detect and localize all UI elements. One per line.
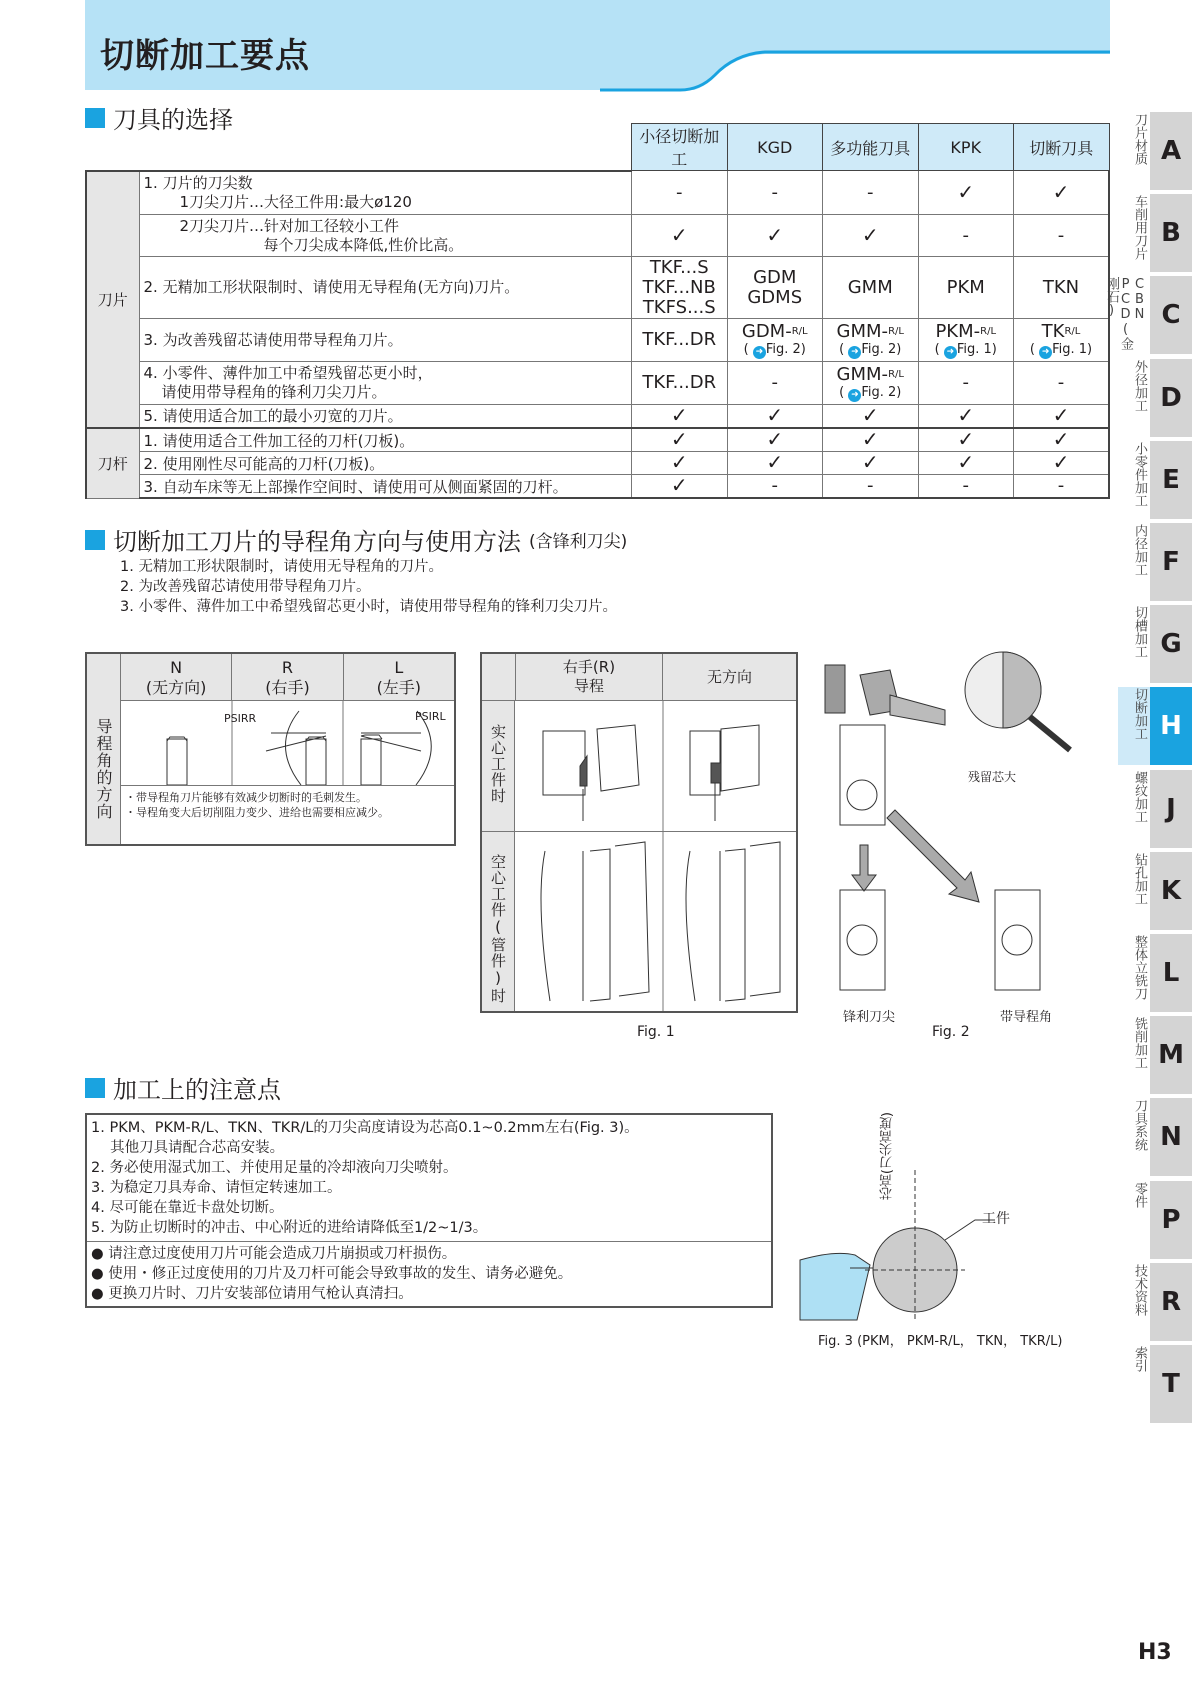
table-cell	[918, 171, 1014, 215]
check-icon: ✓	[766, 222, 784, 247]
section-tab-label[interactable]: 螺纹加工	[1132, 770, 1147, 823]
table-row	[86, 257, 1109, 319]
fig2-core-label: 残留芯大	[968, 770, 1017, 784]
table-cell	[727, 171, 823, 215]
check-icon: ✓	[957, 179, 975, 204]
cell-value: -	[962, 475, 969, 496]
warning-item: ● 更换刀片时、刀片安装部位请用气枪认真清扫。	[91, 1286, 413, 1302]
list-item: 1. 无精加工形状限制时，请使用无导程角的刀片。	[120, 559, 443, 575]
section-title: 切断加工刀片的导程角方向与使用方法	[113, 528, 521, 556]
row-text: 2. 无精加工形状限制时、请使用无导程角(无方向)刀片。	[143, 278, 520, 296]
arrow-right-icon: ➜	[848, 346, 861, 359]
table-cell	[632, 257, 728, 319]
cell-value: -	[962, 372, 969, 393]
table-cell	[1014, 405, 1110, 429]
lead-col-r: R (右手)	[232, 654, 343, 700]
row-description	[139, 257, 632, 319]
row-description: 2. 使用刚性尽可能高的刀杆(刀板)。	[139, 452, 632, 475]
check-icon: ✓	[670, 222, 688, 247]
table-cell	[823, 319, 919, 362]
section-title: 刀具的选择	[113, 106, 233, 134]
section-tab-label[interactable]: 整体立铣刀	[1132, 935, 1147, 1000]
fig2-lead-label: 带导程角	[1000, 1010, 1053, 1025]
check-icon: ✓	[1052, 427, 1070, 451]
cell-value: GDM-	[741, 320, 792, 342]
table-cell	[823, 215, 919, 257]
hand-suffix: R/L	[888, 368, 904, 380]
check-icon: ✓	[1052, 450, 1070, 474]
psirl-label: PSIRL	[415, 710, 446, 723]
lead-notes: ・带导程角刀片能够有效减少切断时的毛刺发生。 ・导程角变大后切削阻力变少、进给也需要相应减少。	[121, 785, 454, 844]
check-icon: ✓	[766, 403, 784, 427]
lead-angle-direction-table	[85, 652, 456, 846]
figure-reference: ( ➜ Fig. 2)	[839, 384, 902, 400]
section-tab-j[interactable]: J	[1150, 770, 1192, 848]
section-tab-label[interactable]: 技术资料	[1132, 1263, 1147, 1316]
table-cell	[1014, 215, 1110, 257]
fig1-row-hollow: 空心工件(管件)时	[489, 854, 507, 1004]
arrow-right-icon: ➜	[848, 389, 861, 402]
table-cell	[1014, 257, 1110, 319]
figure-reference-text: Fig. 1	[956, 341, 992, 357]
insert-r-drawing	[266, 711, 326, 785]
table-cell	[727, 215, 823, 257]
figure-reference-text: Fig. 1	[1052, 341, 1088, 357]
table-cell	[632, 428, 728, 452]
section-title: 加工上的注意点	[113, 1076, 281, 1104]
check-icon: ✓	[861, 222, 879, 247]
list-item: 3. 小零件、薄件加工中希望残留芯更小时，请使用带导程角的锋利刀尖刀片。	[120, 599, 617, 615]
table-cell	[632, 405, 728, 429]
table-cell	[727, 405, 823, 429]
caution-item: 3. 为稳定刀具寿命、请恒定转速加工。	[91, 1180, 342, 1196]
table-row	[86, 452, 1109, 475]
section-tab-c[interactable]: C	[1150, 276, 1192, 354]
table-row	[86, 319, 1109, 362]
cell-value: -	[771, 181, 778, 203]
table-cell	[727, 319, 823, 362]
section-heading-lead-angle	[85, 522, 627, 557]
cell-value: TKF...S TKF...NB TKFS...S	[642, 256, 716, 318]
cautions-box	[85, 1113, 773, 1308]
cell-value: -	[1057, 372, 1065, 393]
list-item: 2. 为改善残留芯请使用带导程角刀片。	[120, 579, 371, 595]
table-cell	[823, 362, 919, 405]
section-tab-label[interactable]: 切槽加工	[1132, 606, 1147, 659]
table-cell	[632, 475, 728, 499]
cell-value: GMM	[847, 276, 893, 298]
arrow-right-icon: ➜	[1039, 346, 1052, 359]
table-cell	[823, 475, 919, 499]
side-label: 导程角的方向	[87, 654, 121, 844]
table-cell	[918, 319, 1014, 362]
table-cell	[1014, 319, 1110, 362]
fig3-workpiece-label: 工件	[982, 1211, 1010, 1227]
section-tab-label[interactable]: 车削用刀片	[1132, 195, 1147, 261]
check-icon: ✓	[766, 427, 784, 451]
row-description	[139, 215, 632, 257]
table-cell	[1014, 475, 1110, 499]
row-text: 1. 刀片的刀尖数	[143, 173, 253, 192]
section-tab-label[interactable]: 内径加工	[1132, 524, 1147, 576]
figure-reference-text: Fig. 2	[861, 384, 897, 400]
check-icon: ✓	[670, 403, 688, 427]
section-tab-label[interactable]: 索引	[1132, 1346, 1147, 1372]
hand-suffix: R/L	[888, 325, 904, 337]
cell-value: GDM GDMS	[747, 266, 803, 308]
section-tab-t[interactable]: T	[1150, 1345, 1192, 1423]
column-header: KGD	[727, 124, 823, 171]
cell-value: GMM-	[836, 363, 889, 385]
caution-item: 其他刀具请配合芯高安装。	[91, 1140, 285, 1156]
section-tab-e[interactable]: E	[1150, 441, 1192, 519]
table-cell	[632, 215, 728, 257]
table-row	[86, 428, 1109, 452]
psirr-label: PSIRR	[224, 712, 257, 725]
figure-reference-text: Fig. 2	[765, 341, 801, 357]
table-cell	[632, 452, 728, 475]
table-cell	[823, 452, 919, 475]
row-description: 3. 自动车床等无上部操作空间时、请使用可从侧面紧固的刀杆。	[139, 475, 632, 499]
caution-item: 2. 务必使用湿式加工、并使用足量的冷却液向刀尖喷射。	[91, 1160, 458, 1176]
row-subtext: 请使用带导程角的锋利刀尖刀片。	[161, 383, 387, 401]
column-header: 切断刀具	[1014, 124, 1110, 171]
section-tab-a[interactable]: A	[1150, 112, 1192, 190]
table-cell	[1014, 171, 1110, 215]
page-title: 切断加工要点	[100, 36, 310, 76]
cell-value: -	[1057, 224, 1065, 246]
check-icon: ✓	[861, 427, 879, 451]
section-tab-k[interactable]: K	[1150, 852, 1192, 930]
column-header: KPK	[918, 124, 1014, 171]
cell-value: TKN	[1042, 276, 1080, 298]
tool-selection-table	[85, 123, 1110, 499]
section-tab-m[interactable]: M	[1150, 1016, 1192, 1094]
table-cell	[727, 257, 823, 319]
cell-value: PKM-	[935, 320, 981, 342]
check-icon: ✓	[766, 450, 784, 474]
section-tab-l[interactable]: L	[1150, 934, 1192, 1012]
check-icon: ✓	[1052, 179, 1070, 204]
check-icon: ✓	[1052, 403, 1070, 427]
table-cell	[918, 405, 1014, 429]
page-number: H3	[1138, 1640, 1172, 1665]
section-tab-label[interactable]: 刀具系统	[1132, 1099, 1147, 1152]
table-cell	[727, 428, 823, 452]
table-cell	[918, 452, 1014, 475]
section-tab-r[interactable]: R	[1150, 1263, 1192, 1341]
section-tab-f[interactable]: F	[1150, 523, 1192, 601]
table-cell	[823, 428, 919, 452]
table-cell	[918, 215, 1014, 257]
cell-value: -	[771, 475, 778, 496]
cell-value: -	[867, 475, 874, 496]
lead-angle-list	[120, 557, 617, 617]
section-tab-label[interactable]: 铣削加工	[1132, 1017, 1147, 1070]
row-text: 4. 小零件、薄件加工中希望残留芯更小时，	[143, 364, 433, 382]
fig2-caption: Fig. 2	[932, 1024, 970, 1040]
section-tab-label[interactable]: 外径加工	[1132, 359, 1147, 412]
row-description	[139, 319, 632, 362]
section-tab-d[interactable]: D	[1150, 359, 1192, 437]
section-tab-label[interactable]: 切断加工	[1132, 688, 1147, 741]
check-icon: ✓	[670, 450, 688, 474]
section-tab-p[interactable]: P	[1150, 1181, 1192, 1259]
column-header: 小径切断加工	[632, 124, 728, 171]
caution-item: 5. 为防止切断时的冲击、中心附近的进给请降低至1/2~1/3。	[91, 1220, 488, 1236]
arrow-right-icon: ➜	[944, 346, 957, 359]
cell-value: TKF...DR	[642, 329, 717, 350]
table-cell	[918, 257, 1014, 319]
check-icon: ✓	[670, 427, 688, 451]
table-cell	[918, 428, 1014, 452]
table-cell	[823, 257, 919, 319]
table-row	[86, 475, 1109, 499]
table-cell	[632, 171, 728, 215]
warning-item: ● 请注意过度使用刀片可能会造成刀片崩损或刀杆损伤。	[91, 1246, 457, 1262]
cell-value: TKF...DR	[642, 372, 717, 393]
cell-value: -	[771, 372, 778, 393]
table-row	[86, 171, 1109, 215]
cell-value: TK	[1041, 320, 1065, 342]
figure-reference-text: Fig. 2	[861, 341, 897, 357]
table-cell	[1014, 362, 1110, 405]
figure-reference: ( ➜ Fig. 1)	[934, 341, 997, 357]
table-cell	[823, 405, 919, 429]
section-tab-label[interactable]: 钻孔加工	[1132, 852, 1147, 905]
caution-item: 1. PKM、PKM-R/L、TKN、TKR/L的刀尖高度请设为芯高0.1~0.2mm左右(Fig. 3)。	[91, 1120, 639, 1136]
section-title-suffix: (含锋利刀尖)	[529, 532, 628, 552]
fig1-row-solid: 实心工件时	[489, 724, 507, 804]
check-icon: ✓	[957, 403, 975, 427]
section-tab-label[interactable]: CBN PCD(金刚石)	[1104, 277, 1147, 351]
hand-suffix: R/L	[1064, 325, 1081, 337]
cell-value: -	[962, 224, 969, 246]
caution-item: 4. 尽可能在靠近卡盘处切断。	[91, 1200, 284, 1216]
hand-suffix: R/L	[791, 325, 808, 337]
cell-value: PKM	[946, 276, 985, 298]
cell-value: -	[867, 181, 874, 203]
fig2-drawing	[820, 650, 1090, 1000]
row-text: 2刀尖刀片…针对加工径较小工件	[179, 216, 400, 235]
cell-value: GMM-	[836, 320, 889, 342]
check-icon: ✓	[957, 427, 975, 451]
row-description	[139, 362, 632, 405]
table-cell	[1014, 452, 1110, 475]
warning-item: ● 使用・修正过度使用的刀片及刀杆可能会导致事故的发生、请务必避免。	[91, 1266, 573, 1282]
table-row	[86, 405, 1109, 429]
section-tab-label[interactable]: 零件	[1132, 1181, 1147, 1208]
table-cell	[632, 362, 728, 405]
row-text: 5. 请使用适合加工的最小刃宽的刀片。	[143, 406, 403, 425]
insert-drawings	[121, 701, 454, 785]
row-description	[139, 171, 632, 215]
fig1-usage-table	[480, 652, 798, 1013]
row-text: 3. 为改善残留芯请使用带导程角刀片。	[143, 330, 403, 349]
section-tab-b[interactable]: B	[1150, 194, 1192, 272]
table-cell	[918, 362, 1014, 405]
table-row	[86, 215, 1109, 257]
check-icon: ✓	[957, 450, 975, 474]
table-cell	[823, 171, 919, 215]
fig3-caption: Fig. 3 (PKM， PKM-R/L， TKN， TKR/L)	[818, 1334, 1063, 1349]
table-cell	[727, 475, 823, 499]
fig1-col-neutral: 无方向	[706, 668, 752, 686]
lead-col-n: N (无方向)	[121, 654, 232, 700]
table-cell	[727, 362, 823, 405]
row-description	[139, 405, 632, 429]
section-tab-label[interactable]: 刀片材质	[1132, 113, 1147, 165]
section-tab-g[interactable]: G	[1150, 605, 1192, 683]
table-cell	[1014, 428, 1110, 452]
fig1-caption: Fig. 1	[637, 1024, 675, 1040]
banner-curve	[600, 40, 1120, 100]
table-row	[86, 362, 1109, 405]
section-tab-label[interactable]: 小零件加工	[1132, 441, 1147, 507]
figure-reference: ( ➜ Fig. 2)	[839, 341, 902, 357]
fig2-sharp-label: 锋利刀尖	[843, 1010, 896, 1025]
column-header: 多功能刀具	[823, 124, 919, 171]
check-icon: ✓	[670, 473, 688, 497]
fig3-center-height-label: 芯高(刀尖高度)	[880, 1112, 895, 1201]
section-tab-h[interactable]: H	[1150, 687, 1192, 765]
cell-value: -	[676, 181, 683, 203]
figure-reference: ( ➜ Fig. 2)	[743, 341, 806, 357]
row-description: 1. 请使用适合工件加工径的刀杆(刀板)。	[139, 428, 632, 452]
fig1-drawings	[515, 701, 796, 1011]
fig1-col-right-lead: 右手(R) 导程	[515, 654, 663, 701]
hand-suffix: R/L	[980, 325, 997, 337]
section-tab-n[interactable]: N	[1150, 1098, 1192, 1176]
fig3-drawing	[795, 1110, 1065, 1325]
cell-value: -	[1057, 475, 1065, 496]
section-heading-cautions	[85, 1070, 281, 1105]
category-insert: 刀片	[86, 171, 139, 429]
row-subtext: 1刀尖刀片…大径工件用:最大ø120	[179, 192, 412, 211]
check-icon: ✓	[861, 450, 879, 474]
category-holder: 刀杆	[86, 428, 139, 498]
lead-col-l: L (左手)	[376, 658, 422, 697]
check-icon: ✓	[861, 403, 879, 427]
table-cell	[727, 452, 823, 475]
table-cell	[918, 475, 1014, 499]
insert-n-drawing	[167, 737, 187, 785]
figure-reference: ( ➜ Fig. 1)	[1029, 341, 1093, 357]
table-cell	[632, 319, 728, 362]
row-subtext: 每个刀尖成本降低,性价比高。	[263, 235, 464, 254]
arrow-right-icon: ➜	[753, 346, 766, 359]
